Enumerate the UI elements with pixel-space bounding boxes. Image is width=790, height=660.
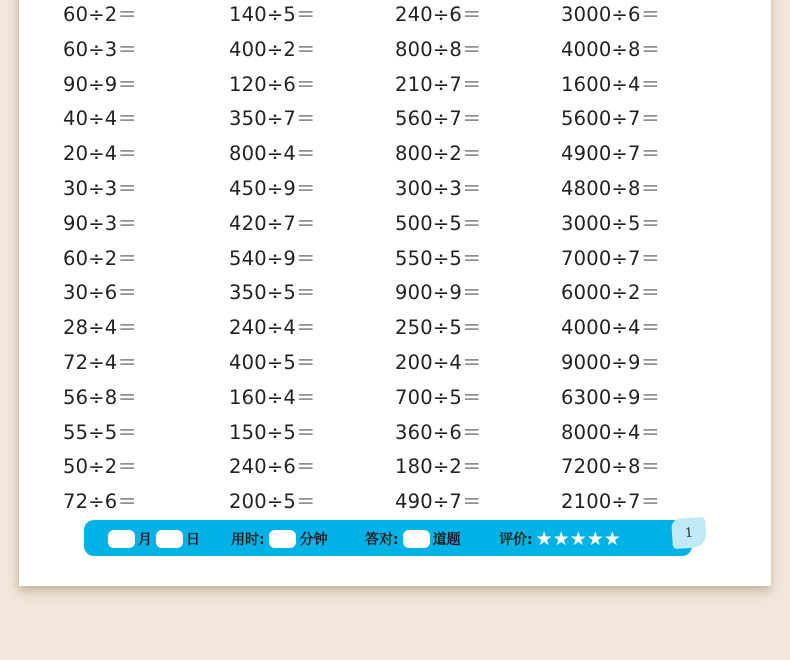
division-problem: 55÷5＝	[63, 420, 138, 444]
division-problem: 30÷3＝	[63, 176, 138, 200]
division-problem: 800÷8＝	[395, 37, 482, 61]
division-problem: 56÷8＝	[63, 385, 138, 409]
division-problem: 2100÷7＝	[561, 490, 661, 514]
division-problem: 210÷7＝	[395, 72, 482, 96]
division-problem: 40÷4＝	[63, 107, 138, 131]
time-group	[231, 529, 328, 549]
division-problem: 7000÷7＝	[561, 246, 661, 270]
division-problem: 800÷2＝	[395, 142, 482, 166]
division-problem: 60÷2＝	[63, 3, 138, 26]
division-problem: 4000÷4＝	[561, 316, 661, 340]
division-problem: 700÷5＝	[395, 385, 482, 409]
division-problem: 360÷6＝	[395, 420, 482, 444]
division-problem: 200÷5＝	[229, 490, 316, 514]
division-problem: 200÷4＝	[395, 350, 482, 374]
division-problem: 420÷7＝	[229, 211, 316, 235]
division-problem: 9000÷9＝	[561, 350, 661, 374]
division-problem: 3000÷6＝	[561, 3, 661, 26]
division-problem: 5600÷7＝	[561, 107, 661, 131]
division-problem: 160÷4＝	[229, 385, 316, 409]
division-problem: 4900÷7＝	[561, 142, 661, 166]
day-label: 日	[186, 532, 200, 548]
division-problem: 4800÷8＝	[561, 176, 661, 200]
time-label: 用时:	[231, 532, 265, 548]
division-problem: 180÷2＝	[395, 455, 482, 479]
division-problem: 90÷3＝	[63, 211, 138, 235]
minutes-label: 分钟	[299, 532, 328, 548]
division-problem: 1600÷4＝	[561, 72, 661, 96]
division-problem: 7200÷8＝	[561, 455, 661, 479]
month-input-box[interactable]	[108, 530, 135, 548]
rating-label: 评价:	[499, 532, 533, 548]
month-label: 月	[138, 532, 152, 548]
division-problem: 6300÷9＝	[561, 385, 661, 409]
division-problem-grid	[63, 0, 727, 520]
division-problem: 490÷7＝	[395, 490, 482, 514]
day-input-box[interactable]	[156, 530, 183, 548]
division-problem: 500÷5＝	[395, 211, 482, 235]
division-problem: 400÷5＝	[229, 350, 316, 374]
division-problem: 120÷6＝	[229, 72, 316, 96]
correct-group	[365, 529, 461, 549]
division-problem: 60÷3＝	[63, 37, 138, 61]
correct-input-box[interactable]	[403, 530, 430, 548]
division-problem: 560÷7＝	[395, 107, 482, 131]
rating-stars	[535, 527, 621, 550]
star-icon[interactable]: ★	[603, 527, 621, 550]
division-problem: 72÷6＝	[63, 490, 138, 514]
division-problem: 240÷6＝	[395, 3, 482, 26]
division-problem: 20÷4＝	[63, 142, 138, 166]
rating-group	[499, 529, 621, 549]
star-icon[interactable]: ★	[535, 527, 553, 550]
division-problem: 90÷9＝	[63, 72, 138, 96]
division-problem: 8000÷4＝	[561, 420, 661, 444]
questions-label: 道题	[432, 532, 461, 548]
division-problem: 30÷6＝	[63, 281, 138, 305]
page-number: 1	[684, 525, 694, 541]
star-icon[interactable]: ★	[586, 527, 604, 550]
division-problem: 28÷4＝	[63, 316, 138, 340]
division-problem: 300÷3＝	[395, 176, 482, 200]
division-problem: 550÷5＝	[395, 246, 482, 270]
division-problem: 72÷4＝	[63, 350, 138, 374]
date-group	[108, 529, 200, 549]
star-icon[interactable]: ★	[552, 527, 570, 550]
division-problem: 4000÷8＝	[561, 37, 661, 61]
division-problem: 350÷7＝	[229, 107, 316, 131]
division-problem: 350÷5＝	[229, 281, 316, 305]
division-problem: 240÷4＝	[229, 316, 316, 340]
division-problem: 6000÷2＝	[561, 281, 661, 305]
score-bar	[84, 520, 692, 556]
division-problem: 240÷6＝	[229, 455, 316, 479]
division-problem: 450÷9＝	[229, 176, 316, 200]
division-problem: 60÷2＝	[63, 246, 138, 270]
division-problem: 50÷2＝	[63, 455, 138, 479]
division-problem: 400÷2＝	[229, 37, 316, 61]
time-input-box[interactable]	[269, 530, 296, 548]
division-problem: 540÷9＝	[229, 246, 316, 270]
division-problem: 250÷5＝	[395, 316, 482, 340]
division-problem: 150÷5＝	[229, 420, 316, 444]
division-problem: 3000÷5＝	[561, 211, 661, 235]
division-problem: 900÷9＝	[395, 281, 482, 305]
division-problem: 800÷4＝	[229, 142, 316, 166]
correct-label: 答对:	[365, 532, 399, 548]
star-icon[interactable]: ★	[569, 527, 587, 550]
division-problem: 140÷5＝	[229, 3, 316, 26]
